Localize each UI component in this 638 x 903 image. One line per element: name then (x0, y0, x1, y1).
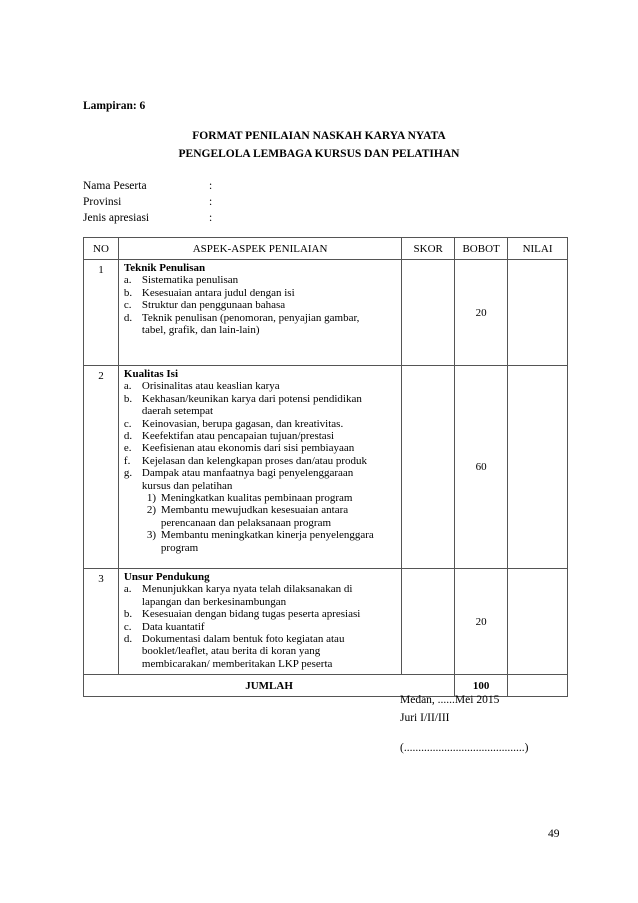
field-separator: : (209, 180, 213, 192)
page-number: 49 (548, 828, 560, 840)
list-item (124, 312, 401, 324)
sub-list-item (124, 542, 401, 554)
title-line-2: PENGELOLA LEMBAGA KURSUS DAN PELATIHAN (178, 148, 460, 160)
item-text: Orisinalitas atau keaslian karya (141, 380, 280, 393)
item-letter: g. (123, 467, 133, 480)
item-text: Keefisienan atau ekonomis dari sisi pembiayaan (141, 442, 355, 455)
row-number: 2 (98, 370, 104, 382)
item-letter (124, 645, 142, 657)
item-letter: c. (123, 299, 132, 312)
aspect-title: Kualitas Isi (123, 368, 179, 380)
field-label: Nama Peserta (83, 180, 147, 192)
skor-cell (402, 260, 455, 366)
header-skor: SKOR (402, 238, 455, 260)
item-letter: d. (123, 311, 133, 324)
field-row (83, 178, 212, 194)
item-text: Kesesuaian antara judul dengan isi (141, 286, 295, 299)
item-letter (124, 324, 142, 336)
list-item (124, 393, 401, 405)
item-text: Dokumentasi dalam bentuk foto kegiatan atau (141, 633, 345, 646)
item-letter: a. (123, 274, 132, 287)
item-text: Struktur dan penggunaan bahasa (141, 299, 286, 312)
list-item (124, 658, 401, 670)
list-item (124, 480, 401, 492)
field-separator: : (209, 196, 213, 208)
sub-list-item (124, 492, 401, 504)
skor-cell (402, 366, 455, 569)
table-row (84, 260, 568, 366)
sign-role: Juri I/II/III (400, 712, 450, 724)
list-item (124, 299, 401, 311)
sign-place-date: Medan, ......Mei 2015 (400, 694, 500, 706)
item-text: Kesesuaian dengan bidang tugas peserta apresiasi (141, 608, 361, 621)
item-text: Kejelasan dan kelengkapan proses dan/atau produk (141, 454, 368, 467)
nilai-cell (508, 260, 568, 366)
list-item (124, 287, 401, 299)
item-text: Keefektifan atau pencapaian tujuan/prestasi (141, 430, 335, 443)
field-row (83, 194, 212, 210)
list-item (124, 405, 401, 417)
bobot-cell: 20 (455, 569, 508, 675)
list-item (124, 467, 401, 479)
table-header-row (84, 238, 568, 260)
assessment-table (83, 237, 568, 697)
item-letter: e. (123, 442, 132, 455)
subitem-number (147, 517, 161, 529)
nilai-cell (508, 569, 568, 675)
sub-list-item (124, 517, 401, 529)
item-letter (124, 596, 142, 608)
total-value: 100 (455, 675, 508, 697)
subitem-number: 2) (146, 504, 157, 517)
item-letter: b. (123, 392, 133, 405)
list-item (124, 418, 401, 430)
subitem-number: 1) (146, 492, 157, 505)
sub-list-item (124, 529, 401, 541)
participant-fields (83, 178, 212, 226)
row-number: 3 (98, 573, 104, 585)
aspect-block (119, 260, 401, 336)
list-item (124, 455, 401, 467)
item-text: Menunjukkan karya nyata telah dilaksanakan di (141, 583, 353, 596)
list-item (124, 645, 401, 657)
total-nilai-cell (508, 675, 568, 697)
item-text: Sistematika penulisan (141, 274, 239, 287)
item-letter (124, 480, 142, 492)
list-item (124, 324, 401, 336)
aspect-block (119, 569, 401, 670)
item-text: Keinovasian, berupa gagasan, dan kreativitas. (141, 417, 344, 430)
field-label: Provinsi (83, 196, 122, 208)
list-item (124, 380, 401, 392)
signature-blank: (..........................................) (400, 742, 529, 754)
list-item (124, 608, 401, 620)
item-letter: b. (123, 608, 133, 621)
list-item (124, 621, 401, 633)
subitem-text: perencanaan dan pelaksanaan program (160, 516, 332, 529)
item-text: membicarakan/ memberitakan LKP peserta (141, 657, 333, 670)
subitem-text: program (160, 541, 199, 554)
skor-cell (402, 569, 455, 675)
item-text: daerah setempat (141, 405, 214, 418)
field-separator: : (209, 212, 213, 224)
item-letter: a. (123, 583, 132, 596)
aspect-title: Unsur Pendukung (123, 571, 210, 583)
header-bobot: BOBOT (455, 238, 508, 260)
item-text: Kekhasan/keunikan karya dari potensi pendidikan (141, 392, 362, 405)
item-text: lapangan dan berkesinambungan (141, 595, 287, 608)
header-nilai: NILAI (508, 238, 568, 260)
total-label: JUMLAH (84, 675, 455, 697)
item-letter: b. (123, 286, 133, 299)
field-row (83, 210, 212, 226)
aspect-block (119, 366, 401, 554)
header-no: NO (84, 238, 119, 260)
list-item (124, 633, 401, 645)
item-letter: f. (123, 454, 131, 467)
list-item (124, 596, 401, 608)
row-number: 1 (98, 264, 104, 276)
item-letter: c. (123, 620, 132, 633)
table-row (84, 569, 568, 675)
subitem-text: Membantu mewujudkan kesesuaian antara (160, 504, 349, 517)
item-text: booklet/leaflet, atau berita di koran yang (141, 645, 321, 658)
subitem-text: Membantu meningkatkan kinerja penyelenggara (160, 529, 374, 542)
item-letter: d. (123, 633, 133, 646)
bobot-cell: 20 (455, 260, 508, 366)
header-aspek: ASPEK-ASPEK PENILAIAN (118, 238, 401, 260)
aspect-title: Teknik Penulisan (123, 262, 206, 274)
subitem-text: Meningkatkan kualitas pembinaan program (160, 492, 353, 505)
list-item (124, 430, 401, 442)
item-letter: d. (123, 430, 133, 443)
bobot-cell: 60 (455, 366, 508, 569)
item-letter (124, 405, 142, 417)
list-item (124, 583, 401, 595)
item-letter (124, 658, 142, 670)
table-row (84, 366, 568, 569)
item-letter: a. (123, 380, 132, 393)
subitem-number: 3) (146, 529, 157, 542)
subitem-number (147, 542, 161, 554)
list-item (124, 442, 401, 454)
sub-list-item (124, 504, 401, 516)
item-text: kursus dan pelatihan (141, 479, 233, 492)
field-label: Jenis apresiasi (83, 212, 150, 224)
item-letter: c. (123, 417, 132, 430)
title-line-1: FORMAT PENILAIAN NASKAH KARYA NYATA (192, 130, 446, 142)
item-text: Data kuantatif (141, 620, 205, 633)
attachment-label: Lampiran: 6 (83, 100, 146, 112)
list-item (124, 274, 401, 286)
item-text: Dampak atau manfaatnya bagi penyelenggaraan (141, 467, 354, 480)
item-text: tabel, grafik, dan lain-lain) (141, 324, 260, 337)
item-text: Teknik penulisan (penomoran, penyajian gambar, (141, 311, 360, 324)
nilai-cell (508, 366, 568, 569)
